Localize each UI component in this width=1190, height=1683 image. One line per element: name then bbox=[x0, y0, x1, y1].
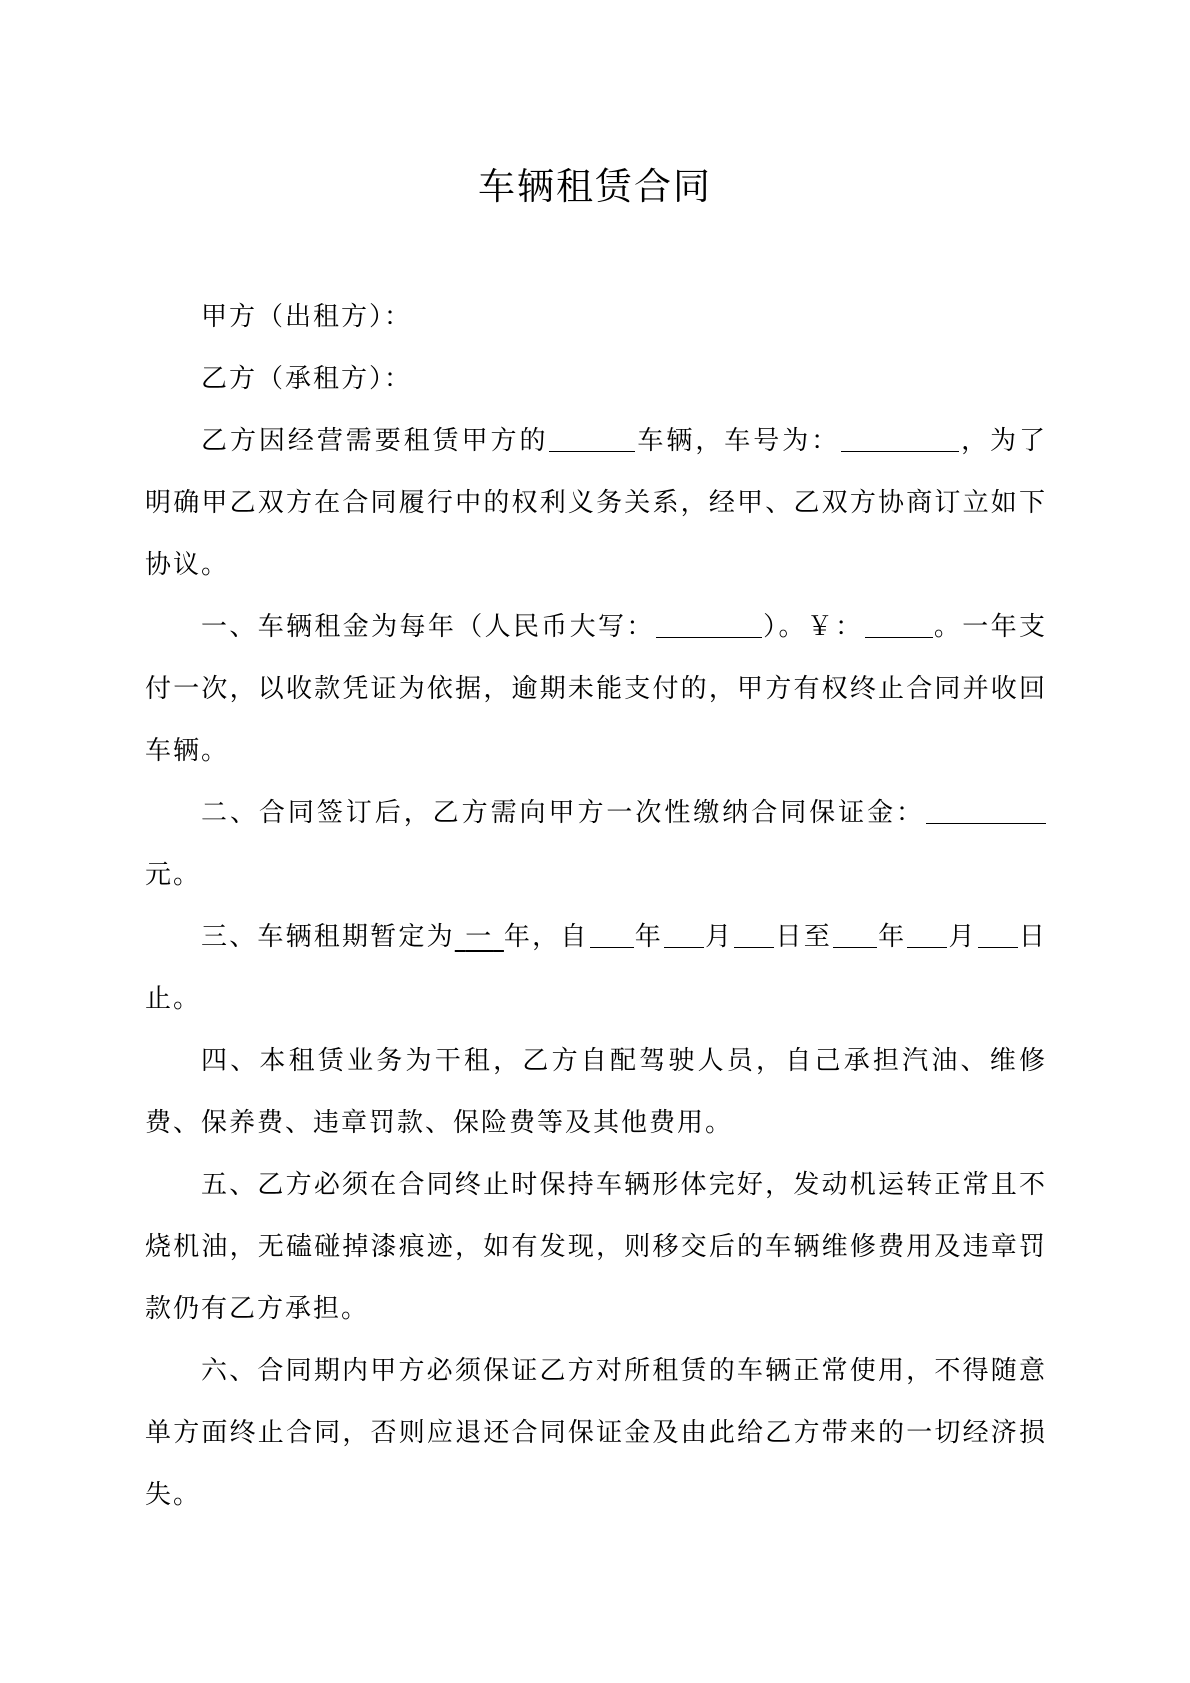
clause-2 bbox=[145, 782, 1047, 906]
clause-1-text-2: ）。￥： bbox=[762, 612, 864, 642]
contract-body bbox=[145, 286, 1047, 1526]
clause-1-text-1: 一、车辆租金为每年（人民币大写： bbox=[201, 612, 655, 642]
clause-3-year-1: 年 bbox=[634, 922, 663, 952]
intro-text-2: 车辆，车号为： bbox=[636, 426, 841, 456]
rent-amount-figure-blank[interactable] bbox=[865, 611, 933, 638]
clause-3-month-2: 月 bbox=[948, 922, 977, 952]
clause-2-text-2: 元。 bbox=[145, 860, 202, 890]
vehicle-type-blank[interactable] bbox=[549, 425, 635, 452]
rent-amount-words-blank[interactable] bbox=[656, 611, 762, 638]
party-b-line: 乙方（承租方）： bbox=[201, 364, 413, 394]
lease-term-text: 一 bbox=[465, 922, 494, 952]
deposit-amount-blank[interactable] bbox=[926, 797, 1046, 824]
start-day-blank[interactable] bbox=[734, 921, 774, 948]
end-month-blank[interactable] bbox=[907, 921, 947, 948]
clause-3-year-2: 年 bbox=[877, 922, 907, 952]
clause-4: 四、本租赁业务为干租，乙方自配驾驶人员，自己承担汽油、维修费、保养费、违章罚款、保险费等及其他费用。 bbox=[145, 1046, 1047, 1138]
intro-text-3: ，为了明确甲乙双方在合同履行中的权利义务关系，经甲、乙双方协商订立如下协议。 bbox=[145, 426, 1047, 580]
clause-3-end: 日止。 bbox=[145, 922, 1047, 1014]
clause-1-text-3: 。一年支付一次，以收款凭证为依据，逾期未能支付的，甲方有权终止合同并收回车辆。 bbox=[145, 612, 1047, 766]
end-day-blank[interactable] bbox=[978, 921, 1018, 948]
lease-term-value[interactable] bbox=[455, 922, 504, 952]
start-month-blank[interactable] bbox=[664, 921, 704, 948]
end-year-blank[interactable] bbox=[833, 921, 877, 948]
plate-number-blank[interactable] bbox=[841, 425, 959, 452]
clause-3-month-1: 月 bbox=[704, 922, 734, 952]
clause-3-day-1: 日至 bbox=[775, 922, 832, 952]
start-year-blank[interactable] bbox=[590, 921, 634, 948]
clause-6: 六、合同期内甲方必须保证乙方对所租赁的车辆正常使用，不得随意单方面终止合同，否则应退还合同保证金及由此给乙方带来的一切经济损失。 bbox=[145, 1356, 1047, 1510]
document-title: 车辆租赁合同 bbox=[478, 165, 712, 208]
clause-5: 五、乙方必须在合同终止时保持车辆形体完好，发动机运转正常且不烧机油，无磕碰掉漆痕迹，如有发现，则移交后的车辆维修费用及违章罚款仍有乙方承担。 bbox=[145, 1170, 1047, 1324]
intro-text-1: 乙方因经营需要租赁甲方的 bbox=[201, 426, 549, 456]
clause-3-text-1: 三、车辆租期暂定为 bbox=[201, 922, 455, 952]
clause-1 bbox=[145, 596, 1047, 782]
clause-3 bbox=[145, 906, 1047, 1030]
intro-paragraph bbox=[145, 410, 1047, 596]
clause-2-text-1: 二、合同签订后，乙方需向甲方一次性缴纳合同保证金： bbox=[201, 798, 925, 828]
party-a-line: 甲方（出租方）： bbox=[201, 302, 413, 332]
clause-3-text-2: 年，自 bbox=[503, 922, 589, 952]
